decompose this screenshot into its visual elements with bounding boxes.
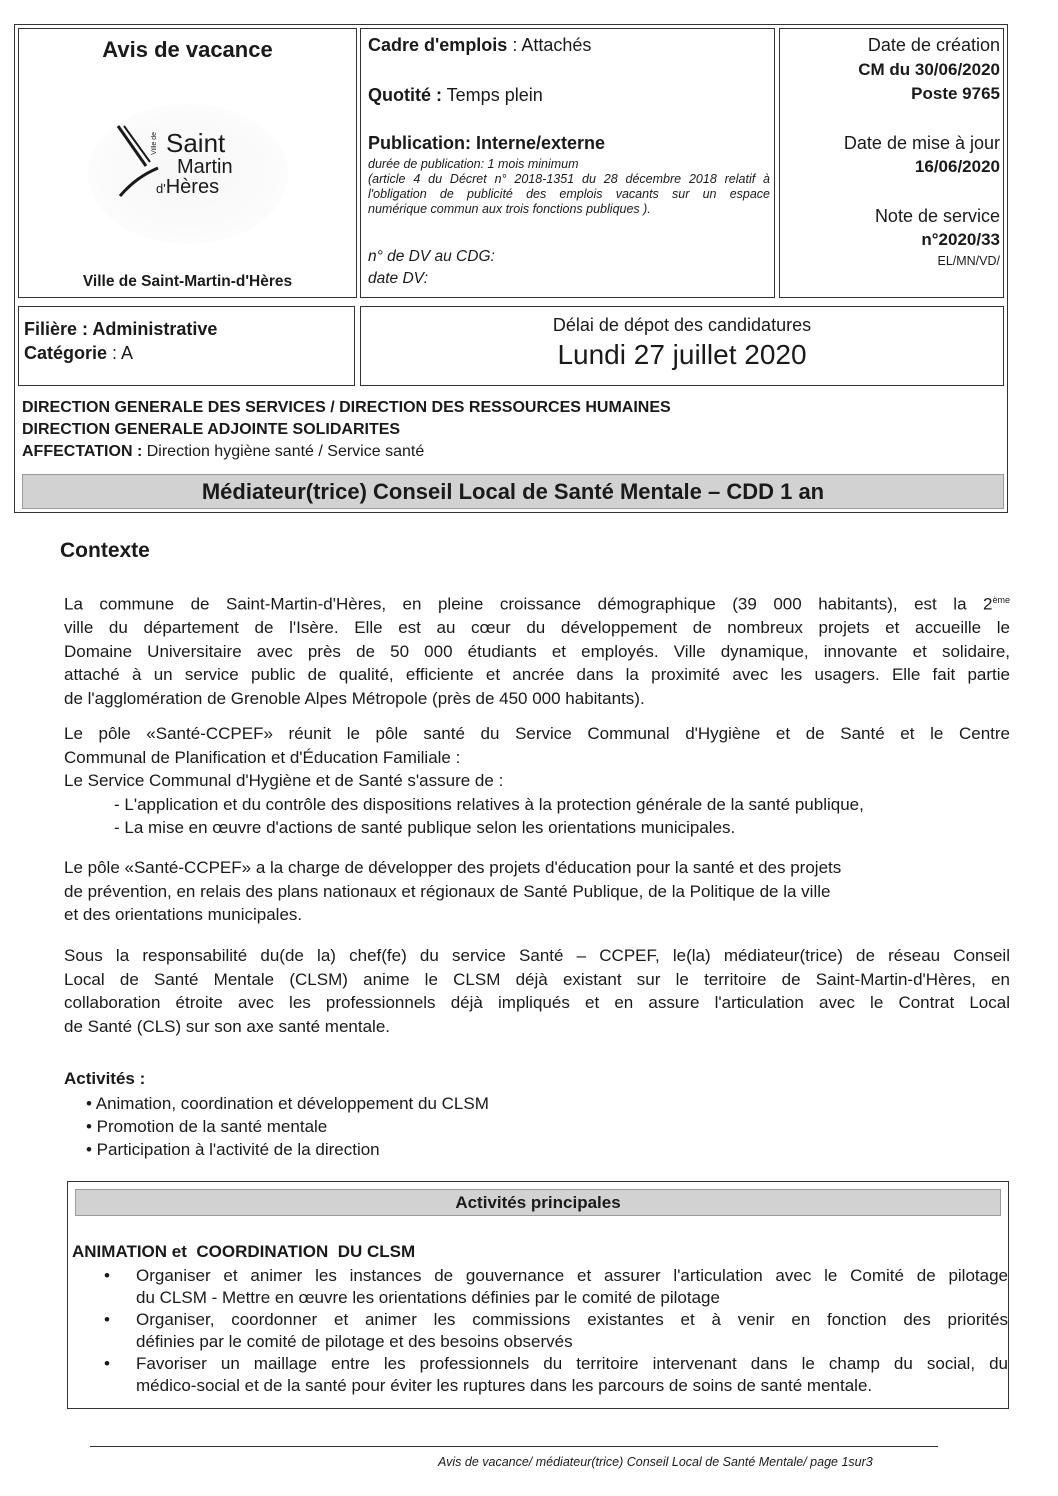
date-maj-label: Date de mise à jour: [843, 133, 1000, 153]
footer-text: Avis de vacance/ médiateur(trice) Conseil Local de Santé Mentale/ page 1sur3: [438, 1455, 873, 1469]
principales-list: [72, 1265, 1008, 1397]
list-item: • Favoriser un maillage entre les professionnels du territoire intervenant dans le champ du social, du médico-social et de la santé pour éviter les ruptures dans les parcours de soins de santé mentale.: [104, 1354, 1008, 1395]
list-item: • Promotion de la santé mentale: [86, 1117, 328, 1136]
quotite-line: Quotité : Temps plein: [368, 85, 543, 105]
city-logo: [88, 104, 288, 244]
avis-title: Avis de vacance: [102, 37, 273, 62]
affectation-line: AFFECTATION : Direction hygiène santé / Service santé: [22, 443, 425, 460]
logo-line1: Saint: [166, 128, 226, 158]
date-maj-value: 16/06/2020: [914, 157, 1000, 176]
principales-section: ANIMATION et COORDINATION DU CLSM: [72, 1242, 416, 1261]
delai-label: Délai de dépot des candidatures: [552, 315, 812, 335]
note-value: n°2020/33: [921, 230, 1000, 249]
principales-title: Activités principales: [455, 1193, 621, 1212]
date-creation-label: Date de création: [867, 35, 1000, 55]
publication-title: Publication: Interne/externe: [368, 133, 606, 153]
activites-list: [86, 1092, 489, 1161]
list-item: • Organiser et animer les instances de gouvernance et assurer l'articulation avec le Comité de pilotage du CLSM - Mettre en œuvre les orientations définies par le comité de pilotage: [104, 1266, 1008, 1307]
contexte-paragraph-1: La commune de Saint-Martin-d'Hères, en pleine croissance démographique (39 000 habitants), est la 2ème ville du département de l'Isère. Elle est au cœur du développement de nombreux projets et accueille le Domaine Universitaire avec près de 50 000 étudiants et employés. Ville dynamique, innovante et solidaire, attaché à un service public de qualité, efficiente et ancrée dans la proximité avec les usagers. Elle fait partie de l'agglomération de Grenoble Alpes Métropole (près de 450 000 habitants).: [64, 594, 1010, 708]
poste-number: Poste 9765: [911, 84, 1000, 103]
cadre-line: Cadre d'emplois : Attachés: [368, 35, 592, 55]
logo-line2: Martin: [177, 156, 233, 178]
publication-note: durée de publication: 1 mois minimum (article 4 du Décret n° 2018-1351 du 28 décembre 2018 relatif à l'obligation de publicité des emplois vacants sur un espace numérique commun aux trois fonctions publiques ).: [368, 157, 770, 216]
contexte-paragraph-2: Le pôle «Santé-CCPEF» réunit le pôle santé du Service Communal d'Hygiène et de Santé et le Centre Communal de Planification et d'Éducation Familiale : Le Service Communal d'Hygiène et de Santé s'assure de : - L'application et du contrôle des dispositions relatives à la protection générale de la santé publique, - La mise en œuvre d'actions de santé publique selon les orientations municipales.: [64, 724, 1010, 837]
footer-rule: [90, 1446, 938, 1447]
note-label: Note de service: [874, 206, 1000, 226]
direction-line-1: DIRECTION GENERALE DES SERVICES / DIRECTION DES RESSOURCES HUMAINES: [22, 399, 671, 416]
job-title: Médiateur(trice) Conseil Local de Santé Mentale – CDD 1 an: [201, 479, 825, 504]
activites-heading: Activités :: [64, 1069, 146, 1088]
list-item: • Participation à l'activité de la direction: [86, 1140, 380, 1159]
categorie: Catégorie : A: [24, 343, 134, 363]
contexte-paragraph-3: Le pôle «Santé-CCPEF» a la charge de développer des projets d'éducation pour la santé et des projets de prévention, en relais des plans nationaux et régionaux de Santé Publique, de la Politique de la ville et des orientations municipales.: [64, 858, 842, 924]
delai-date: Lundi 27 juillet 2020: [557, 339, 807, 370]
contexte-heading: Contexte: [60, 539, 150, 562]
filiere: Filière : Administrative: [24, 319, 218, 339]
list-item: • Animation, coordination et développement du CLSM: [86, 1094, 489, 1113]
ville-name: Ville de Saint-Martin-d'Hères: [82, 273, 293, 290]
note-ref: EL/MN/VD/: [937, 254, 1000, 268]
date-creation-value: CM du 30/06/2020: [858, 60, 1000, 79]
dv-date: date DV:: [368, 270, 429, 287]
logo-line3: d'Hères: [156, 176, 220, 198]
list-item: • Organiser, coordonner et animer les commissions existantes et à venir en fonction des priorités définies par le comité de pilotage et des besoins observés: [104, 1310, 1008, 1351]
dv-number: n° de DV au CDG:: [368, 248, 495, 265]
logo-prefix: Ville de: [151, 132, 158, 155]
direction-line-2: DIRECTION GENERALE ADJOINTE SOLIDARITES: [22, 421, 401, 438]
contexte-paragraph-4: Sous la responsabilité du(de la) chef(fe) du service Santé – CCPEF, le(la) médiateur(trice) de réseau Conseil Local de Santé Mentale (CLSM) anime le CLSM déjà existant sur le territoire de Saint-Martin-d'Hères, en collaboration étroite avec les professionnels déjà impliqués et en assure l'articulation avec le Contrat Local de Santé (CLS) sur son axe santé mentale.: [64, 946, 1010, 1036]
